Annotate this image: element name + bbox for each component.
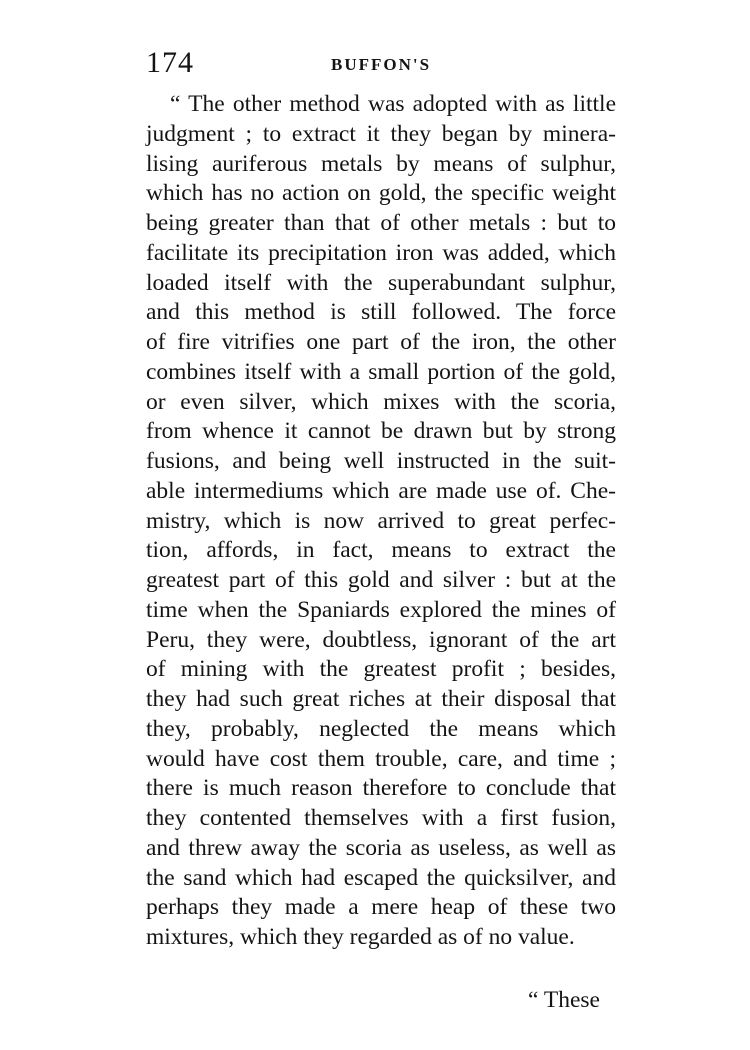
text-line-24: there is much reason therefore to conclude that bbox=[146, 775, 616, 802]
text-line-12: from whence it cannot be drawn but by strong bbox=[146, 418, 616, 445]
text-line-1: “ The other method was adopted with as little bbox=[170, 91, 616, 117]
text-line-20: of mining with the greatest profit ; besides, bbox=[146, 656, 616, 683]
text-line-21: they had such great riches at their disposal that bbox=[146, 686, 616, 712]
text-line-29: mixtures, which they regarded as of no value. bbox=[146, 924, 575, 950]
text-line-16: tion, affords, in fact, means to extract the bbox=[146, 537, 616, 564]
text-line-25: they contented themselves with a first fusion, bbox=[146, 805, 616, 831]
text-line-6: facilitate its precipitation iron was added, which bbox=[146, 239, 616, 266]
text-line-14: able intermediums which are made use of. Che- bbox=[146, 477, 616, 504]
catchword: “ These bbox=[528, 987, 600, 1013]
text-line-28: perhaps they made a mere heap of these two bbox=[146, 894, 616, 921]
running-header bbox=[146, 46, 616, 86]
text-line-9: of fire vitrifies one part of the iron, the other bbox=[146, 329, 616, 355]
text-line-18: time when the Spaniards explored the mines of bbox=[146, 596, 616, 623]
text-line-8: and this method is still followed. The force bbox=[146, 299, 616, 326]
page-number: 174 bbox=[146, 46, 194, 79]
text-line-26: and threw away the scoria as useless, as well as bbox=[146, 834, 616, 861]
text-line-10: combines itself with a small portion of the gold, bbox=[146, 358, 616, 385]
text-line-22: they, probably, neglected the means which bbox=[146, 715, 616, 742]
text-line-7: loaded itself with the superabundant sulphur, bbox=[146, 269, 616, 296]
text-line-17: greatest part of this gold and silver : but at the bbox=[146, 567, 616, 593]
running-title: BUFFON'S bbox=[331, 55, 432, 74]
text-line-2: judgment ; to extract it they began by minera- bbox=[146, 120, 616, 147]
text-line-15: mistry, which is now arrived to great perfec- bbox=[146, 507, 616, 534]
text-line-19: Peru, they were, doubtless, ignorant of the art bbox=[146, 626, 616, 653]
text-line-11: or even silver, which mixes with the scoria, bbox=[146, 388, 616, 415]
text-line-5: being greater than that of other metals : but to bbox=[146, 210, 616, 236]
body-text bbox=[146, 90, 616, 953]
text-line-13: fusions, and being well instructed in the suit- bbox=[146, 448, 616, 474]
text-line-4: which has no action on gold, the specific weight bbox=[146, 180, 616, 207]
text-line-23: would have cost them trouble, care, and time ; bbox=[146, 745, 616, 772]
text-line-27: the sand which had escaped the quicksilver, and bbox=[146, 864, 616, 891]
text-line-3: lising auriferous metals by means of sulphur, bbox=[146, 150, 616, 177]
